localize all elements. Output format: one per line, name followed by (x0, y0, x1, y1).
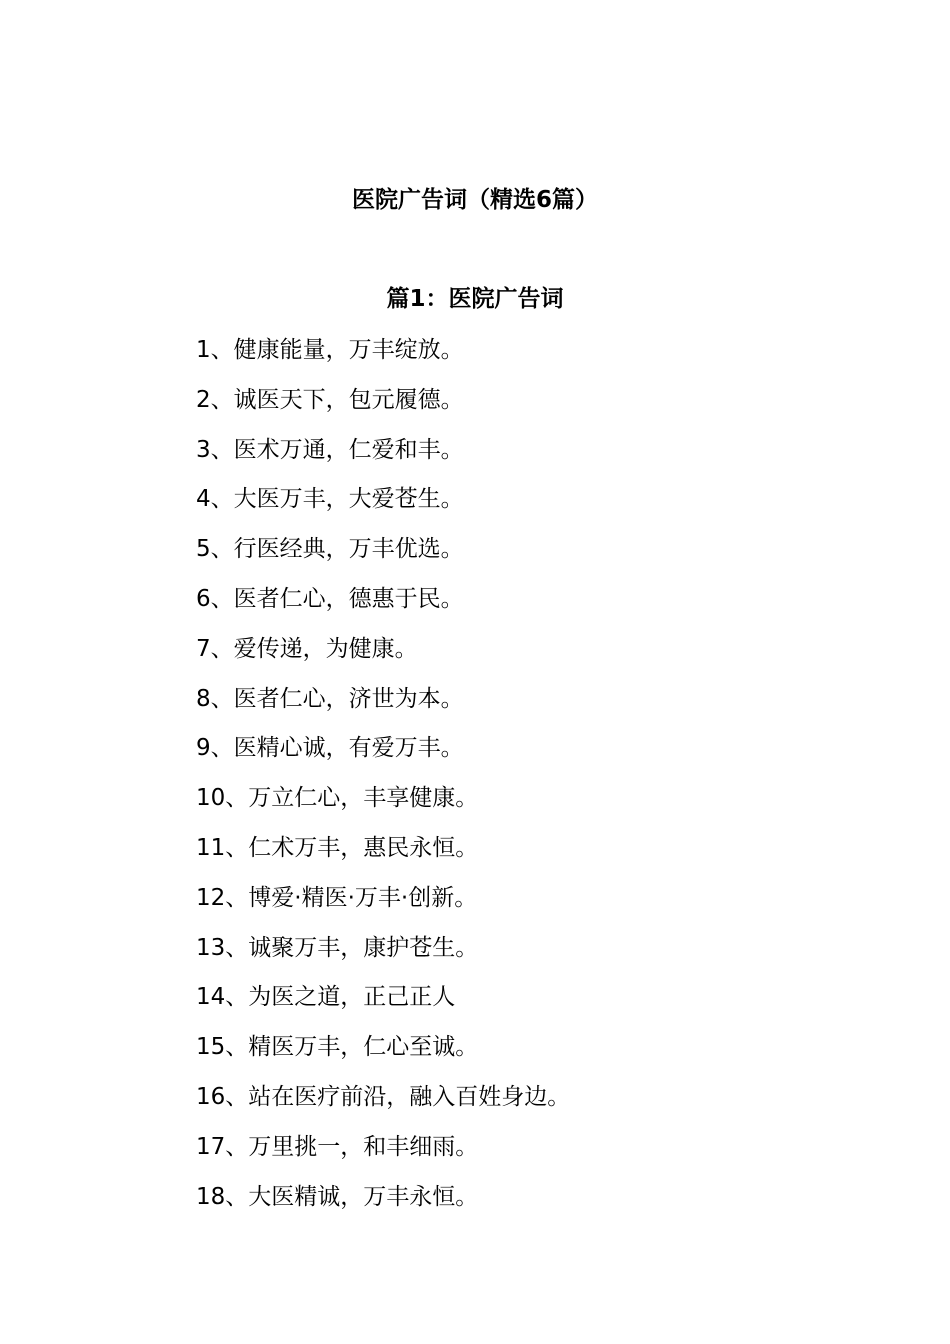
list-item: 14、为医之道，正己正人 (196, 984, 456, 1011)
list-item: 15、精医万丰，仁心至诚。 (196, 1034, 479, 1061)
list-item: 2、诚医天下，包元履德。 (196, 386, 464, 413)
slogan-list (196, 333, 570, 1229)
list-item: 8、医者仁心，济世为本。 (196, 685, 464, 712)
list-item: 5、行医经典，万丰优选。 (196, 536, 464, 563)
list-item: 10、万立仁心，丰享健康。 (196, 785, 479, 812)
list-item: 3、医术万通，仁爱和丰。 (196, 436, 464, 463)
list-item: 17、万里挑一，和丰细雨。 (196, 1133, 479, 1160)
list-item: 6、医者仁心，德惠于民。 (196, 585, 464, 612)
list-item: 11、仁术万丰，惠民永恒。 (196, 834, 479, 861)
list-item: 1、健康能量，万丰绽放。 (196, 337, 464, 363)
list-item: 13、诚聚万丰，康护苍生。 (196, 934, 479, 961)
list-item: 16、站在医疗前沿，融入百姓身边。 (196, 1083, 571, 1110)
section-heading: 篇1：医院广告词 (386, 286, 564, 312)
list-item: 9、医精心诚，有爱万丰。 (196, 735, 464, 762)
list-item: 12、博爱·精医·万丰·创新。 (196, 884, 478, 911)
list-item: 7、爱传递，为健康。 (196, 635, 418, 662)
list-item: 18、大医精诚，万丰永恒。 (196, 1183, 479, 1210)
document-title: 医院广告词（精选6篇） (351, 187, 598, 213)
list-item: 4、大医万丰，大爱苍生。 (196, 486, 464, 513)
